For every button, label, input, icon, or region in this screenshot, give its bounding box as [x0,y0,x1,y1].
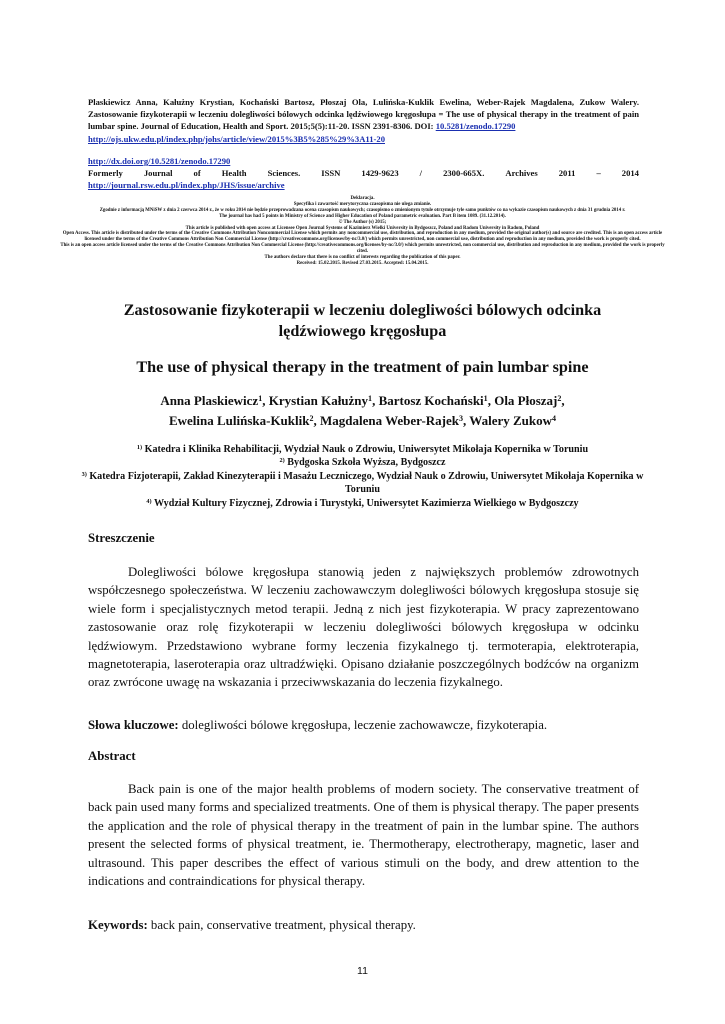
affiliation-mark: 3 [459,414,464,423]
affiliation-mark: 2 [309,414,314,423]
declaration-line: This is an open access article licensed under the terms of the Creative Commons Attribution Non Commercial License (http://creativecommons.org/licenses/by-nc/3.0/) which permits unrestricted, non commercial use, distribution and reproduction in any medium, provided the work is properly cited. [60,243,665,255]
keywords-label: Keywords: [88,918,148,932]
declaration-line: Deklaracja. [350,196,375,201]
formerly-word: 2014 [621,168,639,179]
title-english: The use of physical therapy in the treatment of pain lumbar spine [136,358,589,376]
formerly-line [88,167,639,179]
declaration-line: The journal has had 5 points in Ministry of Science and Higher Education of Poland parametric evaluation. Part B item 1089. (31.12.2014). [219,213,506,219]
affiliation-text: Wydział Kultury Fizycznej, Zdrowia i Turystyki, Uniwersytet Kazimierza Wielkiego w Bydgoszczy [151,497,579,509]
keywords-label: Słowa kluczowe: [88,718,179,732]
formerly-word: / [419,168,423,179]
author-name: , Ola Płoszaj [487,393,558,408]
formerly-word: Formerly [88,168,123,179]
formerly-word: – [596,168,601,179]
affiliation-mark: 2 [557,394,562,403]
citation-text: Plaskiewicz Anna, Kałużny Krystian, Kochański Bartosz, Płoszaj Ola, Lulińska-Kuklik Ewelina, Weber-Rajek Magdalena, Zukow Walery. Zastosowanie fizykoterapii w leczeniu dolegliwości bólowych odcinka lędźwiowego kręgosłupa = The use of physical therapy in the treatment of pain lumbar spine. Journal of Education, Health and Sport. 2015;5(5):11-20. ISSN 2391-8306. DOI: [88,97,639,132]
affiliation-mark: 1 [368,394,373,403]
formerly-word: 1429-9623 [361,168,399,179]
affiliation [70,497,655,510]
affiliation-mark: 1) [136,444,143,451]
abstract-text: Back pain is one of the major health problems of modern society. The conservative treatment of back pain used many forms and specialized treatments. One of them is physical therapy. The paper presents the application and the role of physical therapy in the treatment of pain in the lumbar spine. The authors present the selected forms of physical treatment, ie. Thermotherapy, electrotherapy, magnetic, laser and ultrasound. This paper describes the effect of various stimuli on the body, and drew attention to the indications and contraindications for physical therapy. [88,782,639,889]
english-keywords [88,916,639,934]
affiliation-mark: 4 [552,414,557,423]
declaration-block [58,196,667,267]
formerly-word: Sciences. [267,168,301,179]
declaration-line: Open Access. This article is distributed under the terms of the Creative Commons Attribution Noncommercial License which permits any noncommercial use, distribution, and reproduction in any medium, provided the original author(s) and source are credited. This is an open access article licensed under the terms of the Creative Commons Attribution Non Commercial License (http://creativecommons.org/licenses/by-nc/3.0/) which permits unrestricted, non commercial use, distribution and reproduction in any medium, provided the work is properly cited. [62,231,663,243]
dx-doi-link[interactable]: http://dx.doi.org/10.5281/zenodo.17290 [88,156,231,166]
formerly-word: 2300-665X. [443,168,485,179]
formerly-word: Health [221,168,247,179]
authors-line [60,411,665,431]
declaration-line: Zgodnie z informacją MNiSW z dnia 2 czerwca 2014 r., że w roku 2014 nie będzie przeprowadzana ocena czasopism naukowych; czasopismo o zmienionym tytule otrzymuje tyle samo punktów co na wykazie czasopism naukowych z dnia 31 grudnia 2014 r. [99,207,626,213]
affiliation-mark: 4) [146,497,152,505]
article-url-link[interactable]: http://ojs.ukw.edu.pl/index.php/johs/article/view/2015%3B5%285%29%3A11-20 [88,133,385,144]
author-name: , Walery Zukow [463,413,553,428]
affiliation-text: Katedra i Klinika Rehabilitacji, Wydział Nauk o Zdrowiu, Uniwersytet Mikołaja Kopernika w Toruniu [142,444,589,455]
declaration-line: © The Author (s) 2015; [338,219,387,225]
page-number: 11 [357,965,368,977]
formerly-word: Journal [143,168,173,179]
declaration-line: Received: 15.02.2015. Revised 27.03.2015. Accepted: 15.04.2015. [296,260,429,266]
declaration-line: Specyfika i zawartość merytoryczna czasopisma nie ulega zmianie. [293,201,432,207]
keywords-text: back pain, conservative treatment, physical therapy. [147,918,416,932]
authors-block [60,391,665,431]
streszczenie-text: Dolegliwości bólowe kręgosłupa stanowią jeden z największych problemów zdrowotnych współczesnego społeczeństwa. W leczeniu zachowawczym dolegliwości bólowych kręgosłupa stosuje się wiele form i specjalistycznych metod terapii. Jedną z nich jest fizykoterapia. W pracy zaprezentowano zastosowanie oraz rolę fizykoterapii w leczeniu dolegliwości bólowych kręgosłupa w odcinku lędźwiowym. Przedstawiono wybrane formy leczenia fizykalnego tj. termoterapia, elektroterapia, magnetoterapia, laseroterapia oraz ultradźwięki. Opisano działanie poszczególnych bodźców na organizm oraz zwrócone uwagę na wskazania i przeciwwskazania do leczenia fizykalnego. [88,565,639,690]
formerly-word: of [193,168,201,179]
affiliations-block [70,443,655,510]
affiliation-text: Katedra Fizjoterapii, Zakład Kinezyterapii i Masażu Leczniczego, Wydział Nauk o Zdrowiu, Uniwersytet Mikołaja Kopernika w Toruniu [86,470,644,496]
affiliation [70,456,655,469]
author-name: Anna Plaskiewicz [160,393,259,408]
streszczenie-heading: Streszczenie [88,531,155,545]
doi-link[interactable]: 10.5281/zenodo.17290 [435,121,516,132]
author-name: , Magdalena Weber-Rajek [313,413,460,428]
author-name: , Krystian Kałużny [262,393,369,408]
affiliation-mark: 3) [81,470,87,478]
affiliation-text: Bydgoska Szkoła Wyższa, Bydgoszcz [284,457,446,469]
affiliation [70,470,655,497]
author-name: Ewelina Lulińska-Kuklik [168,413,310,428]
affiliation-mark: 2) [279,457,285,465]
formerly-block [88,155,639,192]
formerly-word: ISSN [321,168,341,179]
abstract-heading: Abstract [88,749,136,763]
author-separator: , [561,393,565,408]
authors-line [60,391,665,411]
citation-block [88,96,639,145]
formerly-word: Archives [505,168,538,179]
author-name: , Bartosz Kochański [372,393,484,408]
declaration-line: The authors declare that there is no conflict of interests regarding the publication of this paper. [264,255,461,261]
archive-link[interactable]: http://journal.rsw.edu.pl/index.php/JHS/issue/archive [88,180,285,191]
affiliation-mark: 1 [483,394,488,403]
formerly-word: 2011 [558,168,576,179]
polish-keywords [88,716,639,734]
affiliation-mark: 1 [258,394,263,403]
declaration-line: This article is published with open access at Licensee Open Journal Systems of Kazimierz Wielki University in Bydgoszcz, Poland and Radom University in Radom, Poland [185,225,540,231]
affiliation [70,443,655,456]
keywords-text: dolegliwości bólowe kręgosłupa, leczenie zachowawcze, fizykoterapia. [178,718,548,732]
title-polish: Zastosowanie fizykoterapii w leczeniu dolegliwości bólowych odcinka lędźwiowego kręgosłupa [123,301,602,340]
